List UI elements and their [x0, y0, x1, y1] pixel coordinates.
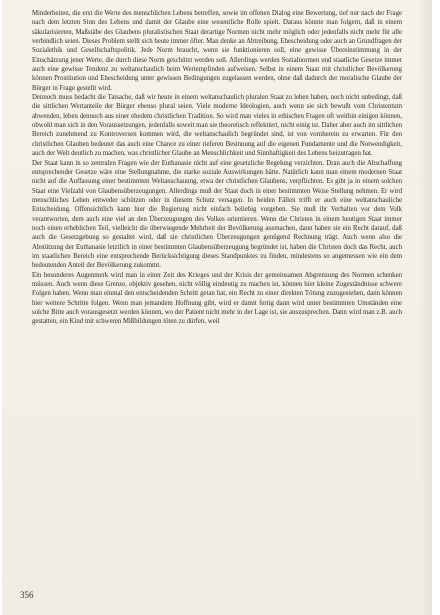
page-gutter-shadow	[420, 0, 432, 615]
page-number: 356	[20, 590, 34, 600]
paragraph-4: Ein besonderes Augenmerk wird man in einer Zeit des Krieges und der Krisis der gemeinsamen Abgrenzung des Normen schenken müssen. Auch wenn diese Grenze, objektiv gesehen, nicht völlig eindeutig zu machen ist, können hier kleine Zugeständnisse schwere Folgen haben. Wenn man einmal den entscheidenden Schritt getan hat, ein Recht zu einer direkten Tötung zuzugestehen, dann können hier weitere Schritte folgen. Wenn man jemandem Hoffnung gibt, wird er damit fertig dann wird unter bestimmten Umständen eine solche Bitte auch vorausgesetzt werden können, wo der Patient nicht mehr in der Lage ist, sie auszusprechen. Dann wird man z.B. auch gestatten, ein Kind mit schweren Mißbildungen töten zu dürfen, weil	[32, 271, 402, 326]
paragraph-1: Minderheiten, die erst die Werte des menschlichen Lebens betreffen, sowie im offenen Dialog eine Bewertung, tief nur nach der Frage nach dem letzten Sinn des Lebens und damit der Glaube eine wesentliche Rolle spielt. Daraus könnte man folgern, daß in einem säkularisierten, Maßstäbe des Glaubens pluralistischen Staat derartige Normen nicht mehr möglich oder jedenfalls nicht mehr für alle verbindlich seien. Dieses Problem stellt sich heute immer öfter. Man denke an Abtreibung, Ehescheidung oder auch an Grundfragen der Sozialethik und Gesellschaftspolitik. Jede Norm braucht, wenn sie funktionieren soll, eine gewisse Übereinstimmung in der Einschätzung jener Werte, die durch diese Norm geschützt werden soll. Allerdings werden Sozialnormen und staatliche Gesetze immer auch eine gewisse Tendenz zu weltanschaulich beim Wertempfinden aufweisen. Selbst in einem Staat mit christlicher Bevölkerung können Prostitution und Ehescheidung unter gewissen Bedingungen zugelassen werden, ohne daß dadurch der moralische Glaube der Bürger in Frage gestellt wird.	[32, 10, 402, 92]
book-page	[2, 0, 432, 615]
paragraph-2: Dennoch muss bedacht die Tatsache, daß wir heute in einem weltanschaulich pluralen Staat zu leben haben, noch nicht unbedingt, daß die sittlichen Wertanteile der Bürger ebenso plural seien. Viele moderne Ideologien, auch wenn sie sich bewußt vom Christentum abwenden, leben dennoch aus einer ehedem christlichen Tradition. So wird man vieles in ethischen Fragen oft weithin einigen können, obwohl man sich in den Voraussetzungen, jedenfalls soweit man sie theoretisch reflektiert, nicht einig ist. Daher aber auch im sittlichen Bereich zunehmend zu Kontroversen kommen wird, die weltanschaulich begründet sind, ist von vornherein zu erwarten. Für den christlichen Glauben bedeutet das auch eine Chance zu einer tieferen Besinnung auf die eigenen Fundamente und die Notwendigkeit, auch der Welt deutlich zu machen, was christlicher Glaube an Menschlichkeit und Sinnhaftigkeit des Lebens beizutragen hat.	[32, 94, 402, 158]
page-body-text	[32, 9, 402, 327]
paragraph-3: Der Staat kann in so zentralen Fragen wie der Euthanasie nicht auf eine gesetzliche Regelung verzichten. Dran auch die Abschaffung entsprechender Gesetze wäre eine Stellungnahme, die starke soziale Auswirkungen hätte. Natürlich kann man einem modernen Staat nicht auf die Auffassung einer bestimmten Weltanschauung, etwa der christlichen Glaubens, verpflichten. Es gibt ja in einem solchen Staat eine Vielzahl von Glaubensüberzeugungen. Allerdings muß der Staat doch in einer bestimmten Weise Stellung nehmen. Er wird menschliches Leben entweder schützen oder in diesem Schutz versagen. In beiden Fällen trifft er auch eine weltanschauliche Entscheidung. Offensichtlich kann hier die Regierung nicht einfach beliebig vorgehen. Sie muß ihr Verhalten vor dem Volk verantworten, dem auch eine viel an den Überzeugungen des Volkes orientieren. Wenn die Christen in einem heutigen Staat immer noch einen erheblichen Teil, vielleicht die überwiegende Mehrheit der Bevölkerung ausmachen, dann haben sie ein Recht darauf, daß auch die Gesetzgebung so gestaltet wird, daß sie christlichen Überzeugungen genügend Rechnung trägt. Auch wenn also die Abstützung der Euthanasie letztlich in einer bestimmten Glaubensüberzeugung begründet ist, haben die Christen doch das Recht, auch im staatlichen Bereich eine entsprechende Berücksichtigung dieses Standpunktes zu finden, mindestens so angemessen wie ein dem bedeutenden Anteil der Bevölkerung zukommt.	[32, 159, 402, 270]
